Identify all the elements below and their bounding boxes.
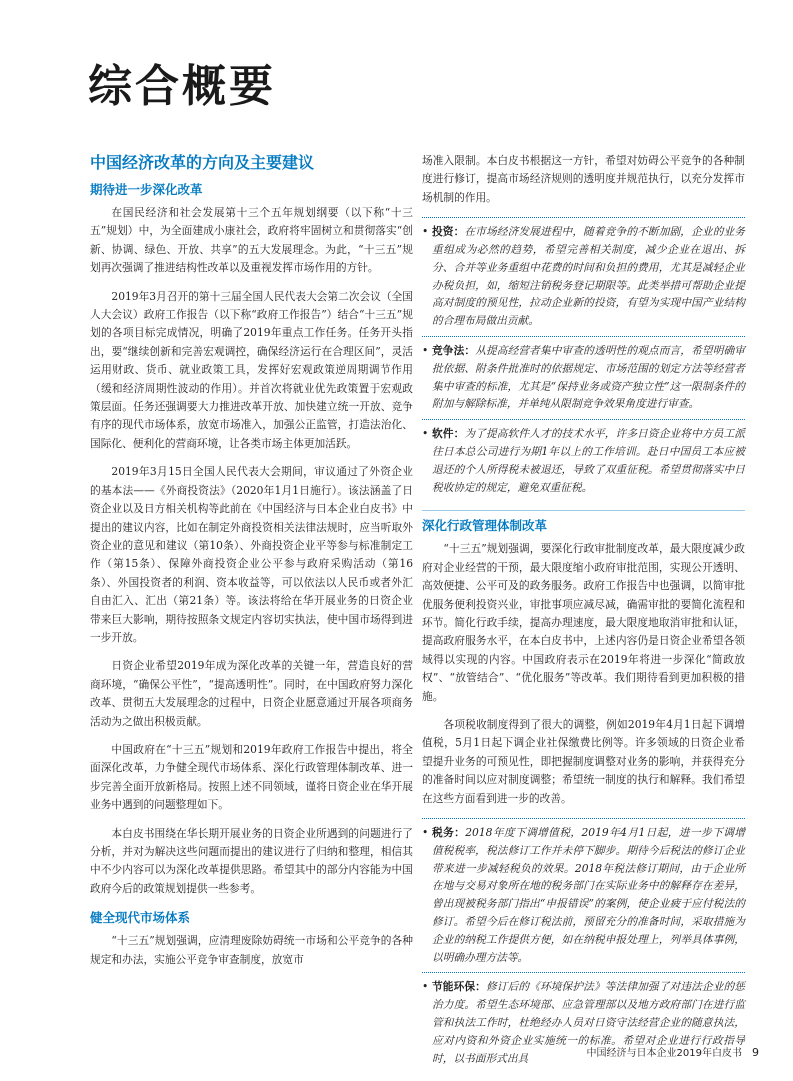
page-number: 9 <box>752 1046 759 1059</box>
paragraph: 2019年3月召开的第十三届全国人民代表大会第二次会议（全国人大会议）政府工作报告（以下称“政府工作报告”）结合“十三五”规划的各项目标完成情况，明确了2019年重点工作任务。任务开头指出，要“继续创新和完善宏观调控，确保经济运行在合理区间”，灵活运用财政、货币、就业政策工具，发挥好宏观政策逆周期调节作用（缓和经济周期性波动的作用）。并首次将就业优先政策置于宏观政策层面。任务还强调要大力推进改革开放、加快建立统一开放、竞争有序的现代市场体系，放宽市场准入，加强公正监管，打造法治化、国际化、便利化的营商环境，让各类市场主体更加活跃。 <box>90 289 413 450</box>
page-footer <box>587 1044 759 1059</box>
section-title: 中国经济改革的方向及主要建议 <box>90 153 315 172</box>
bullet-item-energy-environment: • 节能环保：修订后的《环境保护法》等法律加强了对违法企业的惩治力度。希望生态环境部、应急管理部以及地方政府部门在进行监管和执法工作时，杜绝经办人员对日资守法经营企业的随意执法，应对内资和外资企业实施统一的标准。希望对企业进行行政指导时，以书面形式出具 <box>422 972 745 1073</box>
paragraph: 中国政府在“十三五”规划和2019年政府工作报告中提出，将全面深化改革，力争健全现代市场体系、深化行政管理体制改革、进一步完善全面开放新格局。按照上述不同领域，谨将日资企业在华开展业务中遇到的问题整理如下。 <box>90 742 413 812</box>
paragraph-continued: 场准入限制。本白皮书根据这一方针，希望对妨碍公平竞争的各种制度进行修订，提高市场经济规则的透明度并规范执行，以充分发挥市场机制的作用。 <box>422 154 745 204</box>
bullet-item-software: • 软件：为了提高软件人才的技术水平，许多日资企业将中方员工派往日本总公司进行为期1年以上的工作培训。赴日中国员工本应被退还的个人所得税未被退还，导致了双重征税。希望贯彻落实中日税收协定的规定，避免双重征税。 <box>422 419 745 502</box>
paragraph: 在国民经济和社会发展第十三个五年规划纲要（以下称“十三五”规划）中，为全面建成小康社会，政府将牢固树立和贯彻落实“创新、协调、绿色、开放、共享”的五大发展理念。为此，“十三五”规划再次强调了推进结构性改革以及重视发挥市场作用的方针。 <box>90 206 413 275</box>
bullet-item-competition-law: • 竞争法：从提高经营者集中审查的透明性的观点而言，希望明确审批依据、附条件批准时的依据规定、市场范围的划定方法等经营者集中审查的标准，尤其是“保持业务或资产独立性”这一限制条件的附加与解除标准，并单纯从限制竞争效果角度进行审查。 <box>422 336 745 419</box>
left-column <box>90 150 413 979</box>
page-title: 综合概要 <box>88 61 276 112</box>
paragraph: 本白皮书围绕在华长期开展业务的日资企业所遇到的问题进行了分析，并对为解决这些问题而提出的建议进行了归纳和整理，相信其中不少内容可以为深化改革提供思路。希望其中的部分内容能为中国政府今后的政策规划提供一些参考。 <box>90 826 413 895</box>
bullet-list <box>422 818 745 1073</box>
footer-title: 中国经济与日本企业2019年白皮书 <box>586 1048 742 1059</box>
paragraph: “十三五”规划强调，要深化行政审批制度改革，最大限度减少政府对企业经营的干预，最大限度缩小政府审批范围，实现公开透明、高效便捷、公平可及的政务服务。政府工作报告中也强调，以简审批优服务便利投资兴业，审批事项应减尽减，确需审批的要简化流程和环节。简化行政手续，提高办理速度，最大限度地取消审批和认证，提高政府服务水平，在本白皮书中，上述内容仍是日资企业希望各领域得以实现的内容。中国政府表示在2019年将进一步深化“简政放权”、“放管结合”、“优化服务”等改革。我们期待看到更加积极的措施。 <box>422 542 745 703</box>
paragraph: “十三五”规划强调，应清理废除妨碍统一市场和公平竞争的各种规定和办法，实施公平竞争审查制度，放宽市 <box>90 934 413 966</box>
subheading-market-system: 健全现代市场体系 <box>90 910 191 926</box>
bullet-item-investment: • 投资：在市场经济发展进程中，随着竞争的不断加剧，企业的业务重组成为必然的趋势，希望完善相关制度，减少企业在退出、拆分、合并等业务重组中花费的时间和负担的费用，尤其是减轻企业办税负担，如，缩短注销税务登记期限等。此类举措可帮助企业提高对制度的预见性，拉动企业新的投资，有望为实现中国产业结构的合理布局做出贡献。 <box>422 217 745 336</box>
subheading-admin-reform: 深化行政管理体制改革 <box>422 510 745 534</box>
subheading-deepen-reform: 期待进一步深化改革 <box>90 182 203 197</box>
bullet-list <box>422 217 745 502</box>
paragraph: 各项税收制度得到了很大的调整，例如2019年4月1日起下调增值税，5月1日起下调企业社保缴费比例等。许多领域的日资企业希望提升业务的可预见性，即把握制度调整对业务的影响，并获得充分的准备时间以应对制度调整；希望统一制度的执行和解释。我们希望在这些方面看到进一步的改善。 <box>422 718 745 805</box>
right-column <box>422 152 745 1081</box>
paragraph: 2019年3月15日全国人民代表大会期间，审议通过了外资企业的基本法——《外商投资法》（2020年1月1日施行）。该法涵盖了日资企业以及日方相关机构等此前在《中国经济与日本企业白皮书》中提出的建议内容，比如在制定外商投资相关法律法规时，应当听取外资企业的意见和建议（第10条）、外商投资企业平等参与标准制定工作（第15条）、保障外商投资企业公平参与政府采购活动（第16条）、外国投资者的利润、资本收益等，可以依法以人民币或者外汇自由汇入、汇出（第21条）等。该法将给在华开展业务的日资企业带来巨大影响，期待按照条文规定内容切实执法，使中国市场得到进一步开放。 <box>90 465 413 644</box>
bullet-item-tax: • 税务：2018年度下调增值税，2019年4月1日起，进一步下调增值税税率，税法修订工作并未停下脚步。期待今后税法的修订企业带来进一步减轻税负的效果。2018年税法修订期间，由于企业所在地与交易对象所在地的税务部门在实际业务中的解释存在差异，曾出现被税务部门指出“申报错误”的案例，使企业疲于应付税法的修订。希望今后在修订税法前，预留充分的准备时间，采取措施为企业的纳税工作提供方便，如在纳税申报处理上，列举具体事例，以明确办理方法等。 <box>422 818 745 972</box>
paragraph: 日资企业希望2019年成为深化改革的关键一年，营造良好的营商环境，“确保公平性”，“提高透明性”。同时，在中国政府努力深化改革、贯彻五大发展理念的过程中，日资企业愿意通过开展各项商务活动为之做出积极贡献。 <box>90 659 413 728</box>
